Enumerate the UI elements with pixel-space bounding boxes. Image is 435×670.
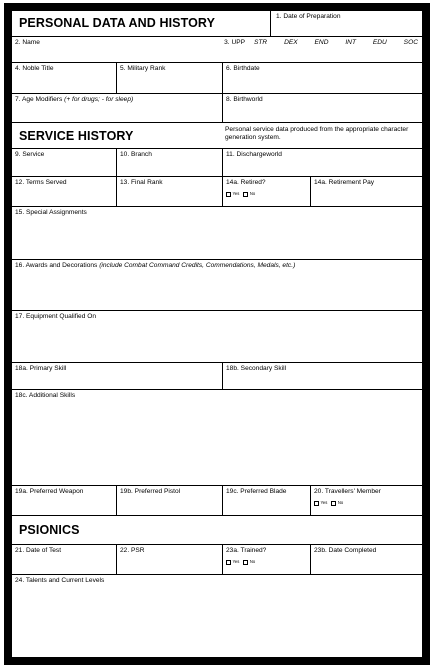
personal-heading: PERSONAL DATA AND HISTORY bbox=[19, 16, 216, 30]
age-birthworld-row bbox=[12, 94, 422, 123]
talents-label: 24. Talents and Current Levels bbox=[15, 577, 105, 584]
name-upp-row bbox=[12, 37, 422, 63]
talents-field[interactable] bbox=[12, 575, 422, 645]
date-of-preparation-label: 1. Date of Preparation bbox=[276, 13, 341, 20]
dischargeworld-field[interactable] bbox=[222, 149, 422, 176]
retired-label: 14a. Retired? bbox=[226, 179, 266, 186]
retired-field bbox=[222, 177, 310, 206]
age-modifiers-hint: (+ for drugs; - for sleep) bbox=[64, 96, 134, 103]
psr-field[interactable] bbox=[116, 545, 222, 574]
noble-title-label: 4. Noble Title bbox=[15, 65, 54, 72]
awards-row bbox=[12, 260, 422, 311]
preferred-weapon-field[interactable] bbox=[12, 486, 116, 515]
secondary-skill-field[interactable] bbox=[222, 363, 422, 389]
preferred-blade-label: 19c. Preferred Blade bbox=[226, 488, 287, 495]
travellers-member-options bbox=[314, 499, 419, 507]
primary-skill-field[interactable] bbox=[12, 363, 222, 389]
trained-options bbox=[226, 558, 307, 566]
member-no-label: No bbox=[337, 500, 344, 505]
upp-label: 3. UPP bbox=[224, 39, 245, 46]
character-record-form bbox=[4, 3, 430, 665]
upp-field[interactable] bbox=[248, 37, 422, 62]
skills-row bbox=[12, 363, 422, 390]
retired-options bbox=[226, 190, 307, 198]
service-heading: SERVICE HISTORY bbox=[19, 129, 134, 143]
psr-label: 22. PSR bbox=[120, 547, 145, 554]
primary-skill-label: 18a. Primary Skill bbox=[15, 365, 67, 372]
branch-field[interactable] bbox=[116, 149, 222, 176]
attr-str: STR bbox=[254, 39, 268, 46]
special-assignments-row bbox=[12, 207, 422, 260]
birthdate-field[interactable] bbox=[222, 63, 422, 93]
dischargeworld-label: 11. Dischargeworld bbox=[226, 151, 282, 158]
additional-skills-label: 18c. Additional Skills bbox=[15, 392, 76, 399]
preferred-pistol-label: 19b. Preferred Pistol bbox=[120, 488, 181, 495]
personal-header-row bbox=[12, 11, 422, 37]
retired-no-checkbox[interactable] bbox=[243, 192, 248, 197]
preferred-weapon-label: 19a. Preferred Weapon bbox=[15, 488, 84, 495]
preferred-blade-field[interactable] bbox=[222, 486, 310, 515]
trained-yes-label: Yes bbox=[232, 559, 240, 564]
retired-no-label: No bbox=[249, 191, 256, 196]
member-no-checkbox[interactable] bbox=[331, 501, 336, 506]
trained-yes-checkbox[interactable] bbox=[226, 560, 231, 565]
additional-skills-field[interactable] bbox=[12, 390, 422, 485]
psionics-heading-cell bbox=[12, 516, 422, 544]
special-assignments-label: 15. Special Assignments bbox=[15, 209, 87, 216]
psionics-heading: PSIONICS bbox=[19, 523, 80, 537]
birthdate-label: 6. Birthdate bbox=[226, 65, 260, 72]
birthworld-label: 8. Birthworld bbox=[226, 96, 263, 103]
upp-attribute-list bbox=[254, 39, 418, 47]
preferred-weapons-row bbox=[12, 486, 422, 516]
service-branch-row bbox=[12, 149, 422, 177]
date-of-preparation-field[interactable] bbox=[270, 11, 422, 36]
trained-field bbox=[222, 545, 310, 574]
final-rank-field[interactable] bbox=[116, 177, 222, 206]
age-modifiers-field[interactable] bbox=[12, 94, 222, 122]
service-header-row bbox=[12, 123, 422, 149]
member-yes-checkbox[interactable] bbox=[314, 501, 319, 506]
trained-label: 23a. Trained? bbox=[226, 547, 267, 554]
retired-yes-label: Yes bbox=[232, 191, 240, 196]
awards-hint: (include Combat Command Credits, Commendations, Medals, etc.) bbox=[99, 262, 296, 269]
birthworld-field[interactable] bbox=[222, 94, 422, 122]
equipment-row bbox=[12, 311, 422, 363]
travellers-member-field bbox=[310, 486, 422, 515]
title-rank-row bbox=[12, 63, 422, 94]
travellers-member-label: 20. Travellers' Member bbox=[314, 488, 381, 495]
additional-skills-row bbox=[12, 390, 422, 486]
awards-label: 16. Awards and Decorations bbox=[15, 262, 98, 269]
noble-title-field[interactable] bbox=[12, 63, 116, 93]
military-rank-label: 5. Military Rank bbox=[120, 65, 166, 72]
special-assignments-field[interactable] bbox=[12, 207, 422, 259]
date-of-test-label: 21. Date of Test bbox=[15, 547, 62, 554]
name-field[interactable] bbox=[12, 37, 248, 62]
personal-heading-cell bbox=[12, 11, 270, 36]
retirement-pay-field[interactable] bbox=[310, 177, 422, 206]
attr-end: END bbox=[314, 39, 329, 46]
date-completed-field[interactable] bbox=[310, 545, 422, 574]
member-yes-label: Yes bbox=[320, 500, 328, 505]
awards-field[interactable] bbox=[12, 260, 422, 310]
service-label: 9. Service bbox=[15, 151, 45, 158]
equipment-label: 17. Equipment Qualified On bbox=[15, 313, 97, 320]
branch-label: 10. Branch bbox=[120, 151, 152, 158]
psionics-test-row bbox=[12, 545, 422, 575]
preferred-pistol-field[interactable] bbox=[116, 486, 222, 515]
service-heading-cell bbox=[12, 123, 222, 148]
age-modifiers-label: 7. Age Modifiers bbox=[15, 96, 63, 103]
terms-rank-row bbox=[12, 177, 422, 207]
retired-yes-checkbox[interactable] bbox=[226, 192, 231, 197]
trained-no-label: No bbox=[249, 559, 256, 564]
psionics-header-row bbox=[12, 516, 422, 545]
attr-soc: SOC bbox=[403, 39, 418, 46]
trained-no-checkbox[interactable] bbox=[243, 560, 248, 565]
service-note: Personal service data produced from the appropriate character generation system. bbox=[225, 126, 409, 141]
attr-dex: DEX bbox=[284, 39, 298, 46]
military-rank-field[interactable] bbox=[116, 63, 222, 93]
service-field[interactable] bbox=[12, 149, 116, 176]
equipment-field[interactable] bbox=[12, 311, 422, 362]
final-rank-label: 13. Final Rank bbox=[120, 179, 163, 186]
terms-served-label: 12. Terms Served bbox=[15, 179, 67, 186]
secondary-skill-label: 18b. Secondary Skill bbox=[226, 365, 287, 372]
attr-int: INT bbox=[345, 39, 356, 46]
talents-row bbox=[12, 575, 422, 645]
date-of-test-field[interactable] bbox=[12, 545, 116, 574]
name-label: 2. Name bbox=[15, 39, 40, 46]
terms-served-field[interactable] bbox=[12, 177, 116, 206]
date-completed-label: 23b. Date Completed bbox=[314, 547, 377, 554]
retirement-pay-label: 14a. Retirement Pay bbox=[314, 179, 375, 186]
service-note-cell bbox=[222, 123, 422, 148]
attr-edu: EDU bbox=[372, 39, 387, 46]
